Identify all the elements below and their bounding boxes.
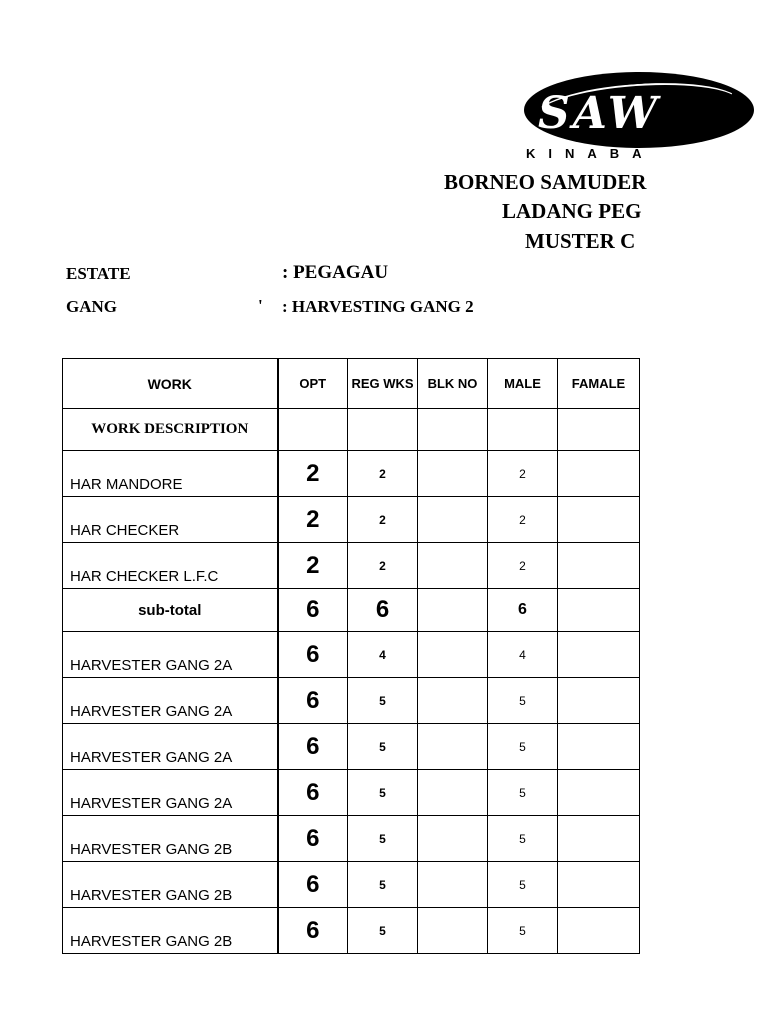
blk-no-value	[418, 816, 488, 862]
work-name: HARVESTER GANG 2A	[63, 770, 278, 816]
female-value	[558, 908, 640, 954]
empty-cell	[348, 409, 418, 451]
work-name: HARVESTER GANG 2A	[63, 632, 278, 678]
blk-no-value	[418, 678, 488, 724]
table-row	[63, 816, 640, 862]
opt-value: 6	[278, 908, 348, 954]
table-header-row	[63, 359, 640, 409]
opt-value: 6	[278, 724, 348, 770]
table-row	[63, 862, 640, 908]
opt-value: 2	[278, 497, 348, 543]
gang-tick-mark: '	[258, 296, 263, 315]
blk-no-value	[418, 543, 488, 589]
male-value: 2	[488, 451, 558, 497]
blk-no-value	[418, 497, 488, 543]
table-row	[63, 908, 640, 954]
female-value	[558, 497, 640, 543]
reg-wks-value: 5	[348, 770, 418, 816]
table-row	[63, 632, 640, 678]
female-value	[558, 724, 640, 770]
table-row	[63, 497, 640, 543]
header-opt: OPT	[278, 359, 348, 409]
male-value: 2	[488, 543, 558, 589]
reg-wks-value: 5	[348, 678, 418, 724]
subtotal-female	[558, 589, 640, 632]
table-row	[63, 543, 640, 589]
work-name: HAR CHECKER	[63, 497, 278, 543]
header-work: WORK	[63, 359, 278, 409]
gang-label: GANG	[66, 297, 117, 316]
estate-heading: LADANG PEG	[502, 199, 642, 223]
blk-no-value	[418, 770, 488, 816]
female-value	[558, 632, 640, 678]
table-row	[63, 451, 640, 497]
subtotal-row	[63, 589, 640, 632]
male-value: 2	[488, 497, 558, 543]
reg-wks-value: 2	[348, 451, 418, 497]
opt-value: 6	[278, 770, 348, 816]
work-name: HARVESTER GANG 2A	[63, 724, 278, 770]
empty-cell	[278, 409, 348, 451]
opt-value: 6	[278, 816, 348, 862]
estate-label: ESTATE	[66, 264, 131, 283]
reg-wks-value: 4	[348, 632, 418, 678]
blk-no-value	[418, 908, 488, 954]
empty-cell	[558, 409, 640, 451]
reg-wks-value: 2	[348, 497, 418, 543]
work-description-label: WORK DESCRIPTION	[63, 409, 278, 451]
male-value: 5	[488, 678, 558, 724]
male-value: 5	[488, 724, 558, 770]
company-name: BORNEO SAMUDER	[444, 170, 647, 194]
header-reg-wks: REG WKS	[348, 359, 418, 409]
opt-value: 2	[278, 451, 348, 497]
female-value	[558, 678, 640, 724]
subtotal-male: 6	[488, 589, 558, 632]
work-name: HARVESTER GANG 2B	[63, 908, 278, 954]
company-logo	[524, 72, 754, 164]
female-value	[558, 862, 640, 908]
logo-oval	[524, 72, 754, 148]
logo-subtitle: KINABA	[526, 146, 655, 161]
female-value	[558, 451, 640, 497]
reg-wks-value: 5	[348, 724, 418, 770]
reg-wks-value: 2	[348, 543, 418, 589]
muster-table	[62, 358, 640, 954]
document-title: MUSTER C	[525, 229, 636, 253]
header-male: MALE	[488, 359, 558, 409]
opt-value: 6	[278, 632, 348, 678]
male-value: 5	[488, 862, 558, 908]
female-value	[558, 543, 640, 589]
subtotal-blk-no	[418, 589, 488, 632]
opt-value: 6	[278, 678, 348, 724]
opt-value: 6	[278, 862, 348, 908]
male-value: 5	[488, 816, 558, 862]
reg-wks-value: 5	[348, 862, 418, 908]
table-row	[63, 724, 640, 770]
work-name: HARVESTER GANG 2B	[63, 816, 278, 862]
work-name: HARVESTER GANG 2A	[63, 678, 278, 724]
blk-no-value	[418, 862, 488, 908]
header-female: FAMALE	[558, 359, 640, 409]
male-value: 5	[488, 908, 558, 954]
empty-cell	[488, 409, 558, 451]
blk-no-value	[418, 724, 488, 770]
opt-value: 2	[278, 543, 348, 589]
female-value	[558, 770, 640, 816]
reg-wks-value: 5	[348, 816, 418, 862]
subtotal-reg-wks: 6	[348, 589, 418, 632]
estate-value: : PEGAGAU	[282, 262, 389, 283]
table-row	[63, 678, 640, 724]
male-value: 5	[488, 770, 558, 816]
work-name: HAR CHECKER L.F.C	[63, 543, 278, 589]
male-value: 4	[488, 632, 558, 678]
subtotal-label: sub-total	[63, 589, 278, 632]
logo-wordmark: SAW	[538, 88, 661, 139]
table-row	[63, 770, 640, 816]
gang-value: : HARVESTING GANG 2	[282, 297, 474, 316]
header-blk-no: BLK NO	[418, 359, 488, 409]
work-name: HARVESTER GANG 2B	[63, 862, 278, 908]
subtotal-opt: 6	[278, 589, 348, 632]
blk-no-value	[418, 451, 488, 497]
work-name: HAR MANDORE	[63, 451, 278, 497]
reg-wks-value: 5	[348, 908, 418, 954]
female-value	[558, 816, 640, 862]
description-row	[63, 409, 640, 451]
blk-no-value	[418, 632, 488, 678]
empty-cell	[418, 409, 488, 451]
